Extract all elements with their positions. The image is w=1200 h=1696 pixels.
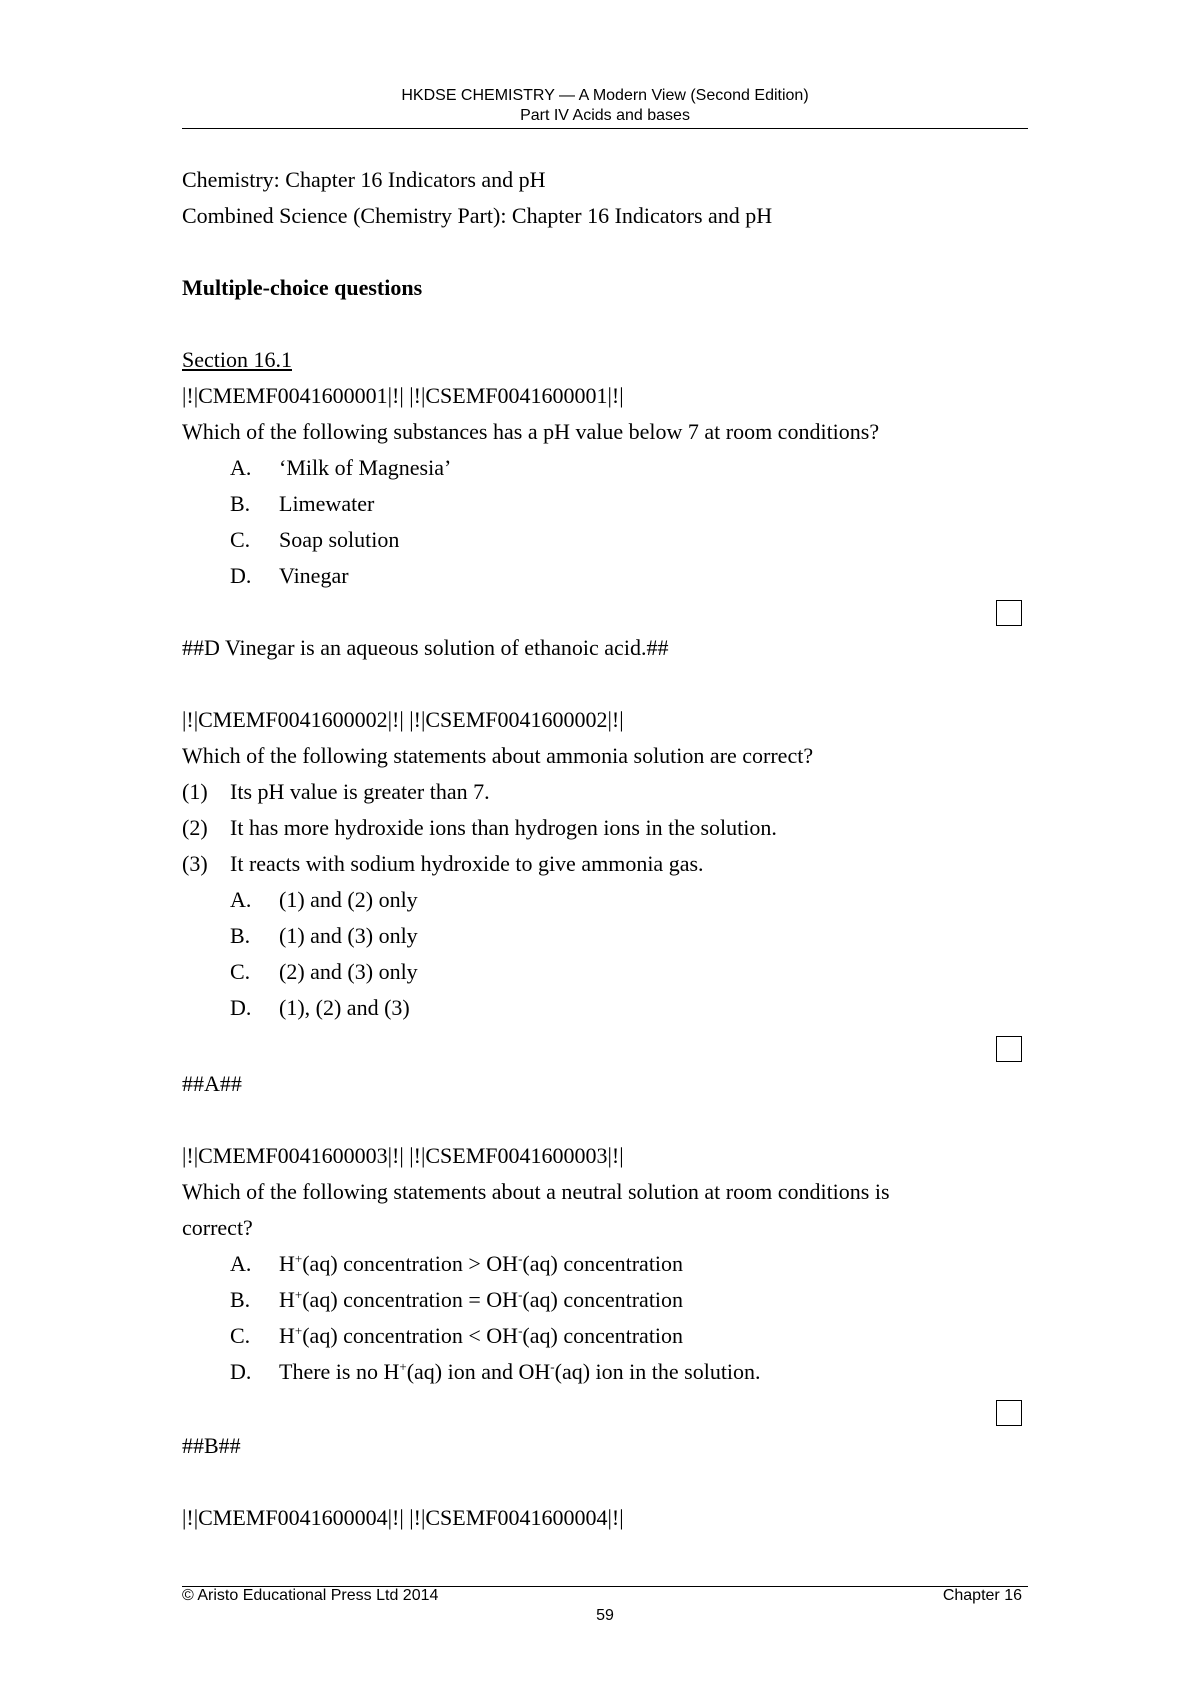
q1-option-a-text: ‘Milk of Magnesia’ bbox=[279, 455, 452, 480]
question-3-stem-line1: Which of the following statements about a neutral solution at room conditions is bbox=[182, 1179, 890, 1204]
q2-option-c-letter: C. bbox=[230, 959, 251, 984]
question-2-code: |!|CMEMF0041600002|!| |!|CSEMF0041600002|!| bbox=[182, 707, 624, 732]
chapter-line-chemistry: Chemistry: Chapter 16 Indicators and pH bbox=[182, 167, 546, 192]
q2-option-d-letter: D. bbox=[230, 995, 252, 1020]
q3-option-b-letter: B. bbox=[230, 1287, 251, 1312]
page-number: 59 bbox=[596, 1607, 614, 1624]
q3-answer-box[interactable] bbox=[996, 1400, 1022, 1426]
question-1-code: |!|CMEMF0041600001|!| |!|CSEMF0041600001|!| bbox=[182, 383, 624, 408]
q2-answer: ##A## bbox=[182, 1071, 242, 1096]
chapter-line-combined: Combined Science (Chemistry Part): Chapter 16 Indicators and pH bbox=[182, 203, 773, 228]
q2-option-d-text: (1), (2) and (3) bbox=[279, 995, 410, 1020]
q2-option-b-text: (1) and (3) only bbox=[279, 923, 418, 948]
section-label: Section 16.1 bbox=[182, 347, 292, 372]
q1-option-c-text: Soap solution bbox=[279, 527, 400, 552]
q1-option-b-letter: B. bbox=[230, 491, 251, 516]
q3-option-c-letter: C. bbox=[230, 1323, 251, 1348]
q3-option-d-letter: D. bbox=[230, 1359, 252, 1384]
q2-statement-3-text: It reacts with sodium hydroxide to give ammonia gas. bbox=[230, 851, 704, 876]
q2-option-a-text: (1) and (2) only bbox=[279, 887, 418, 912]
q3-answer: ##B## bbox=[182, 1433, 241, 1458]
q3-option-a-text: H+(aq) concentration > OH-(aq) concentration bbox=[279, 1251, 684, 1276]
running-header-part: Part IV Acids and bases bbox=[520, 107, 690, 124]
q1-option-d-letter: D. bbox=[230, 563, 252, 588]
question-3-stem-line2: correct? bbox=[182, 1215, 253, 1240]
q3-option-c-text: H+(aq) concentration < OH-(aq) concentration bbox=[279, 1323, 684, 1348]
q2-option-a-letter: A. bbox=[230, 887, 252, 912]
q1-answer-box[interactable] bbox=[996, 600, 1022, 626]
running-header-title: HKDSE CHEMISTRY — A Modern View (Second Edition) bbox=[401, 87, 809, 104]
footer-chapter: Chapter 16 bbox=[942, 1587, 1022, 1604]
q3-option-b-text: H+(aq) concentration = OH-(aq) concentration bbox=[279, 1287, 684, 1312]
question-2-stem: Which of the following statements about ammonia solution are correct? bbox=[182, 743, 814, 768]
q2-option-b-letter: B. bbox=[230, 923, 251, 948]
q2-option-c-text: (2) and (3) only bbox=[279, 959, 418, 984]
q1-option-a-letter: A. bbox=[230, 455, 252, 480]
question-4-code: |!|CMEMF0041600004|!| |!|CSEMF0041600004|!| bbox=[182, 1505, 624, 1530]
q2-statement-2-text: It has more hydroxide ions than hydrogen ions in the solution. bbox=[230, 815, 777, 840]
q2-statement-1-num: (1) bbox=[182, 779, 208, 804]
q1-option-b-text: Limewater bbox=[279, 491, 375, 516]
q2-statement-2-num: (2) bbox=[182, 815, 208, 840]
footer-copyright: © Aristo Educational Press Ltd 2014 bbox=[182, 1587, 439, 1604]
q2-statement-3-num: (3) bbox=[182, 851, 208, 876]
q1-option-c-letter: C. bbox=[230, 527, 251, 552]
header-rule bbox=[182, 128, 1028, 129]
q2-answer-box[interactable] bbox=[996, 1036, 1022, 1062]
q3-option-d-text: There is no H+(aq) ion and OH-(aq) ion in the solution. bbox=[279, 1359, 761, 1384]
question-3-code: |!|CMEMF0041600003|!| |!|CSEMF0041600003|!| bbox=[182, 1143, 624, 1168]
question-1-stem: Which of the following substances has a pH value below 7 at room conditions? bbox=[182, 419, 880, 444]
q1-answer: ##D Vinegar is an aqueous solution of ethanoic acid.## bbox=[182, 635, 669, 660]
q2-statement-1-text: Its pH value is greater than 7. bbox=[230, 779, 490, 804]
q1-option-d-text: Vinegar bbox=[279, 563, 349, 588]
q3-option-a-letter: A. bbox=[230, 1251, 252, 1276]
section-heading: Multiple-choice questions bbox=[182, 275, 423, 300]
